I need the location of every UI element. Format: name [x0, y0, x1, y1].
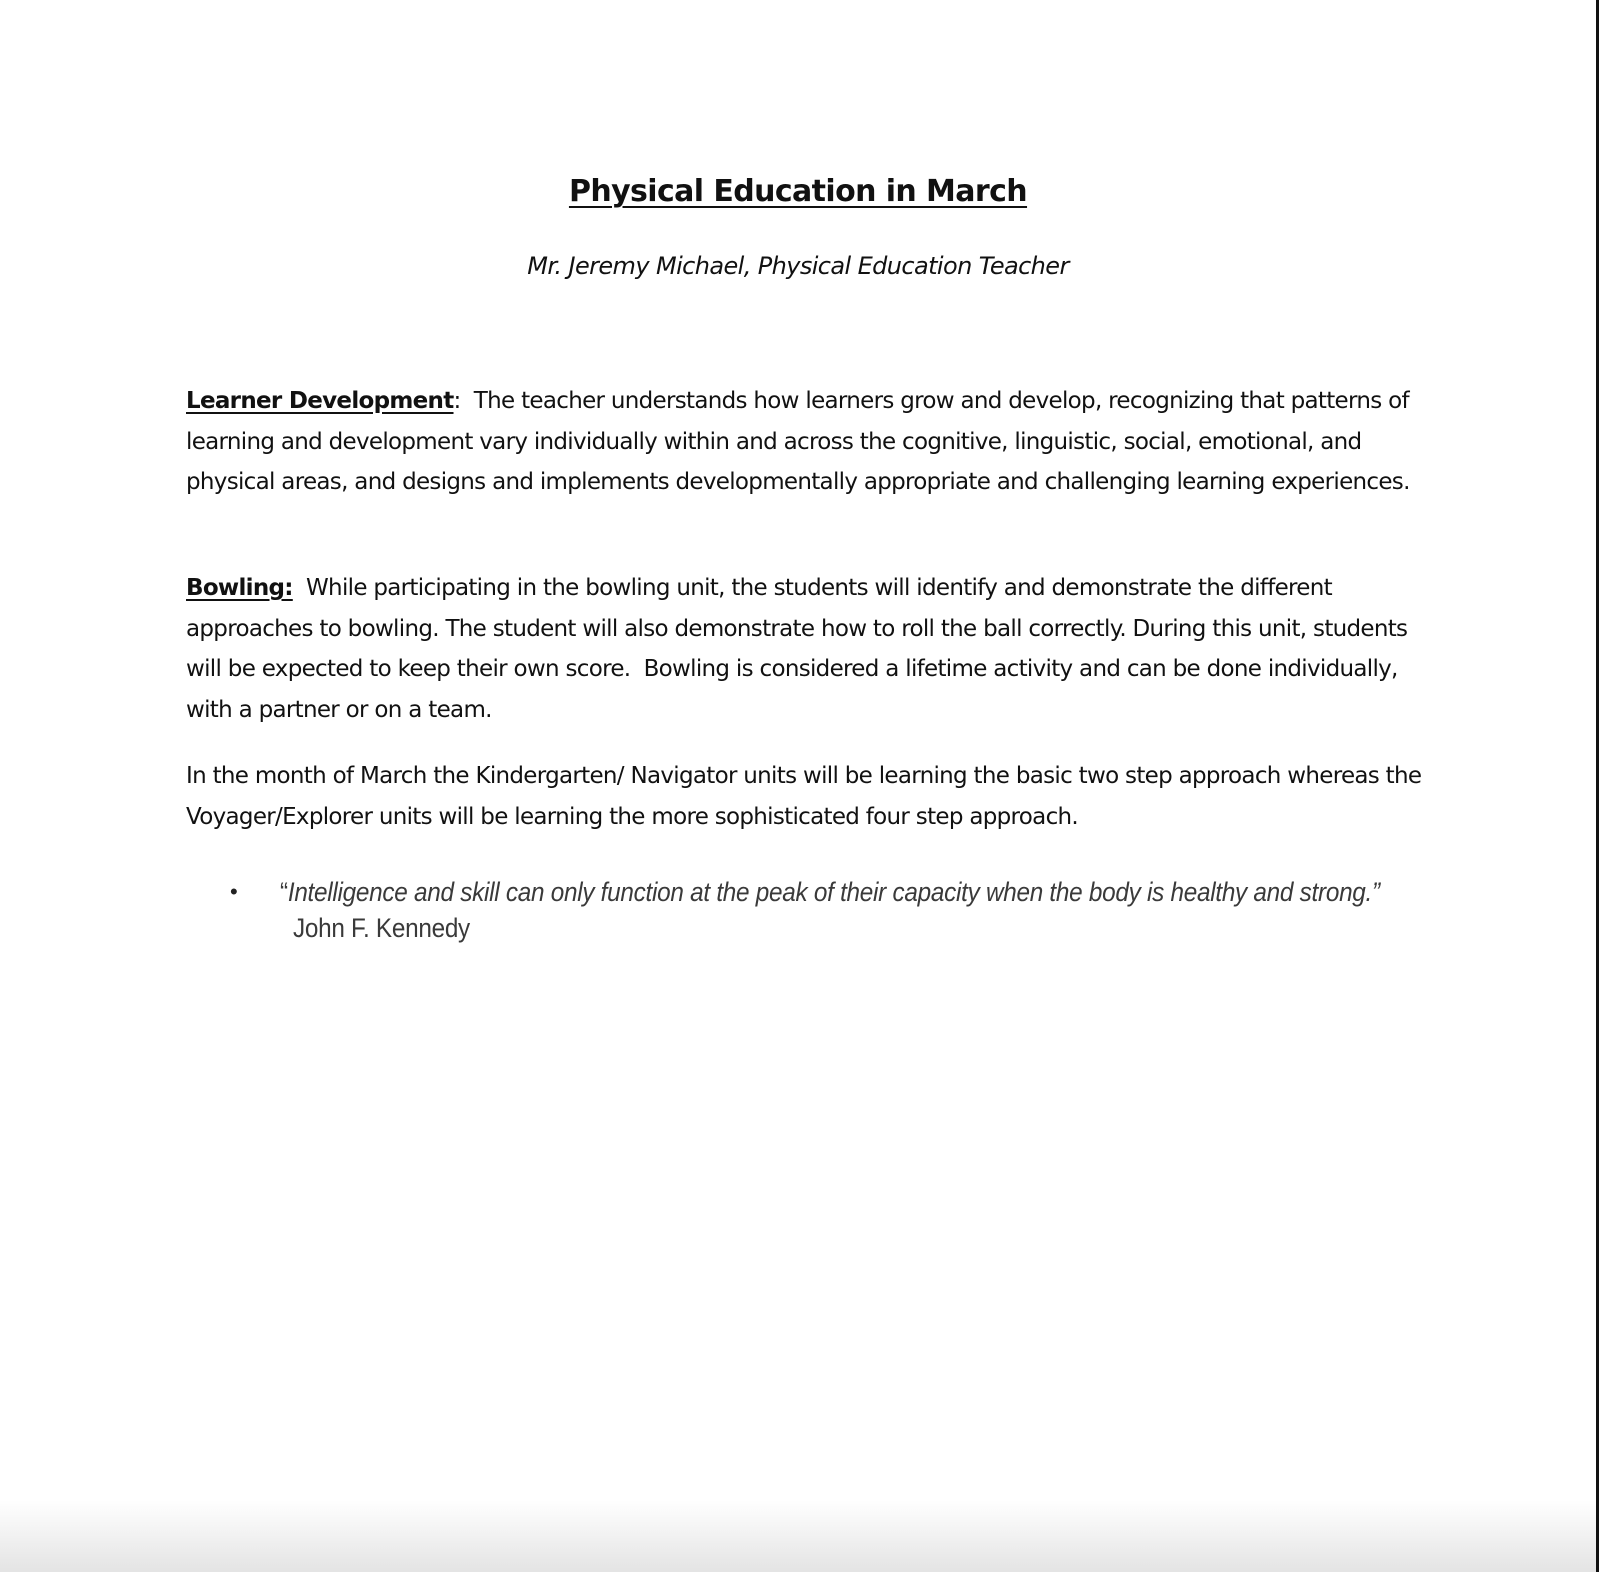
quote-author: John F. Kennedy [280, 913, 470, 943]
quote-open-mark: “ [280, 877, 288, 907]
bowling-body: While participating in the bowling unit, the students will identify and demonstrate the different approaches to bowling. The student will also demonstrate how to roll the ball correctly. During this unit, students will be expected to keep their own score. Bowling is considered a lifetime activity and can be done individually, with a partner or on a team. [186, 575, 1414, 723]
bottom-shadow [0, 1500, 1596, 1572]
learner-development-heading: Learner Development [186, 388, 454, 414]
quote-list-item [230, 874, 1410, 946]
page-edge-divider [1596, 0, 1599, 1572]
bowling-paragraph [186, 568, 1426, 730]
heading-colon: : [453, 388, 461, 414]
march-units-paragraph: In the month of March the Kindergarten/ Navigator units will be learning the basic two step approach whereas the Voyager/Explorer units will be learning the more sophisticated four step approach. [186, 763, 1422, 830]
bullet-icon: • [230, 879, 238, 904]
quote-text: Intelligence and skill can only function at the peak of their capacity when the body is healthy and strong.” [287, 877, 1380, 907]
learner-development-paragraph [186, 381, 1426, 503]
bowling-heading: Bowling: [186, 575, 293, 601]
quote-text-block [280, 874, 1459, 946]
page-subtitle: Mr. Jeremy Michael, Physical Education Teacher [527, 252, 1069, 280]
page-title: Physical Education in March [568, 174, 1028, 209]
learner-development-body: The teacher understands how learners grow and develop, recognizing that patterns of learning and development vary individually within and across the cognitive, linguistic, social, emotional, and physical areas, and designs and implements developmentally appropriate and challenging learning experiences. [186, 388, 1416, 495]
